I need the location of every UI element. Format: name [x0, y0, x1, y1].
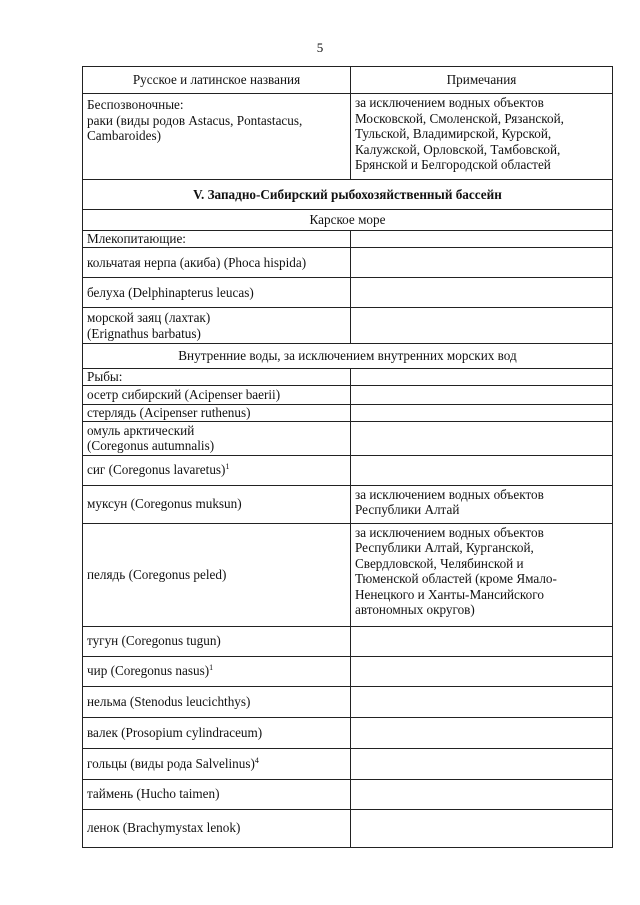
- species-latin: (Erignathus barbatus): [87, 325, 201, 341]
- note-cell: [351, 404, 613, 421]
- note-cell: [351, 278, 613, 308]
- table-row-inland: [83, 344, 613, 369]
- note-cell: [351, 231, 613, 248]
- note-line: Калужской, Орловской, Тамбовской,: [355, 141, 561, 157]
- table-row: [83, 656, 613, 686]
- species-taimen: таймень (Hucho taimen): [83, 779, 351, 809]
- table-row: [83, 248, 613, 278]
- species-char: [83, 748, 351, 779]
- species-nerpa: кольчатая нерпа (акиба) (Phoca hispida): [83, 248, 351, 278]
- note-cell: [351, 308, 613, 344]
- species-peled: пелядь (Coregonus peled): [83, 523, 351, 626]
- species-name: гольцы (виды рода Salvelinus): [87, 755, 255, 771]
- note-line: Ненецкого и Ханты-Мансийского: [355, 586, 544, 602]
- species-name-cont: Cambaroides): [87, 128, 161, 143]
- species-latin: (Coregonus autumnalis): [87, 438, 215, 453]
- table-header-row: [83, 67, 613, 94]
- note-cell: [351, 94, 613, 180]
- table-row: [83, 455, 613, 485]
- note-line: Республики Алтай, Курганской,: [355, 540, 534, 555]
- species-table-container: [82, 66, 612, 848]
- note-cell: [351, 248, 613, 278]
- species-name: омуль арктический: [87, 422, 195, 438]
- note-cell: [351, 421, 613, 455]
- species-tugun: тугун (Coregonus tugun): [83, 626, 351, 656]
- header-notes: Примечания: [351, 67, 613, 94]
- note-line: за исключением водных объектов: [355, 95, 544, 110]
- table-row: [83, 231, 613, 248]
- note-cell: [351, 779, 613, 809]
- basin-title: V. Западно-Сибирский рыбохозяйственный бассейн: [83, 180, 613, 210]
- table-row: [83, 369, 613, 386]
- inland-waters-heading: Внутренние воды, за исключением внутренних морских вод: [83, 344, 613, 369]
- note-cell: [351, 656, 613, 686]
- species-name: раки (виды родов Astacus, Pontastacus,: [87, 112, 303, 128]
- note-line: Брянской и Белгородской областей: [355, 157, 551, 172]
- species-table: [82, 66, 613, 848]
- table-row: [83, 717, 613, 748]
- note-cell: [351, 717, 613, 748]
- species-nelma: нельма (Stenodus leucichthys): [83, 686, 351, 717]
- note-line: Республики Алтай: [355, 502, 460, 517]
- table-row: [83, 385, 613, 404]
- species-valek: валек (Prosopium cylindraceum): [83, 717, 351, 748]
- table-row: [83, 748, 613, 779]
- table-row: [83, 686, 613, 717]
- table-row-invertebrates: [83, 94, 613, 180]
- note-cell: [351, 485, 613, 523]
- note-line: за исключением водных объектов: [355, 486, 544, 502]
- table-row: [83, 523, 613, 626]
- species-sig: [83, 455, 351, 485]
- species-name: морской заяц (лахтак): [87, 310, 211, 325]
- note-line: автономных округов): [355, 602, 475, 617]
- table-row: [83, 278, 613, 308]
- table-row: [83, 421, 613, 455]
- footnote-mark: 4: [254, 755, 259, 765]
- species-beluga: белуха (Delphinapterus leucas): [83, 278, 351, 308]
- footnote-mark: 1: [209, 663, 214, 673]
- group-heading-fish: Рыбы:: [83, 369, 351, 386]
- note-cell: [351, 369, 613, 386]
- note-line: Тульской, Владимирской, Курской,: [355, 126, 552, 141]
- note-line: Московской, Смоленской, Рязанской,: [355, 110, 564, 126]
- note-cell: [351, 523, 613, 626]
- note-cell: [351, 455, 613, 485]
- note-cell: [351, 686, 613, 717]
- group-heading-mammals: Млекопитающие:: [83, 231, 351, 248]
- species-name: сиг (Coregonus lavaretus): [87, 462, 226, 478]
- species-cell: [83, 94, 351, 180]
- note-line: за исключением водных объектов: [355, 524, 544, 540]
- kara-sea-heading: Карское море: [83, 210, 613, 231]
- species-sturgeon: осетр сибирский (Acipenser baerii): [83, 385, 351, 404]
- header-names: Русское и латинское названия: [83, 67, 351, 94]
- note-cell: [351, 748, 613, 779]
- note-line: Свердловской, Челябинской и: [355, 555, 524, 571]
- species-lenok: ленок (Brachymystax lenok): [83, 809, 351, 847]
- species-omul: [83, 421, 351, 455]
- species-sterlet: стерлядь (Acipenser ruthenus): [83, 404, 351, 421]
- table-row: [83, 308, 613, 344]
- species-bearded-seal: [83, 308, 351, 344]
- species-name: чир (Coregonus nasus): [87, 663, 210, 679]
- table-row: [83, 809, 613, 847]
- note-cell: [351, 626, 613, 656]
- species-muksun: муксун (Coregonus muksun): [83, 485, 351, 523]
- species-chir: [83, 656, 351, 686]
- note-line: Тюменской областей (кроме Ямало-: [355, 571, 557, 586]
- page-number: 5: [316, 40, 324, 55]
- table-row: [83, 779, 613, 809]
- table-row-kara-sea: [83, 210, 613, 231]
- table-row-basin: [83, 180, 613, 210]
- footnote-mark: 1: [225, 462, 230, 472]
- table-row: [83, 404, 613, 421]
- table-row: [83, 485, 613, 523]
- note-cell: [351, 385, 613, 404]
- table-row: [83, 626, 613, 656]
- note-cell: [351, 809, 613, 847]
- group-heading-invertebrates: Беспозвоночные:: [87, 97, 184, 112]
